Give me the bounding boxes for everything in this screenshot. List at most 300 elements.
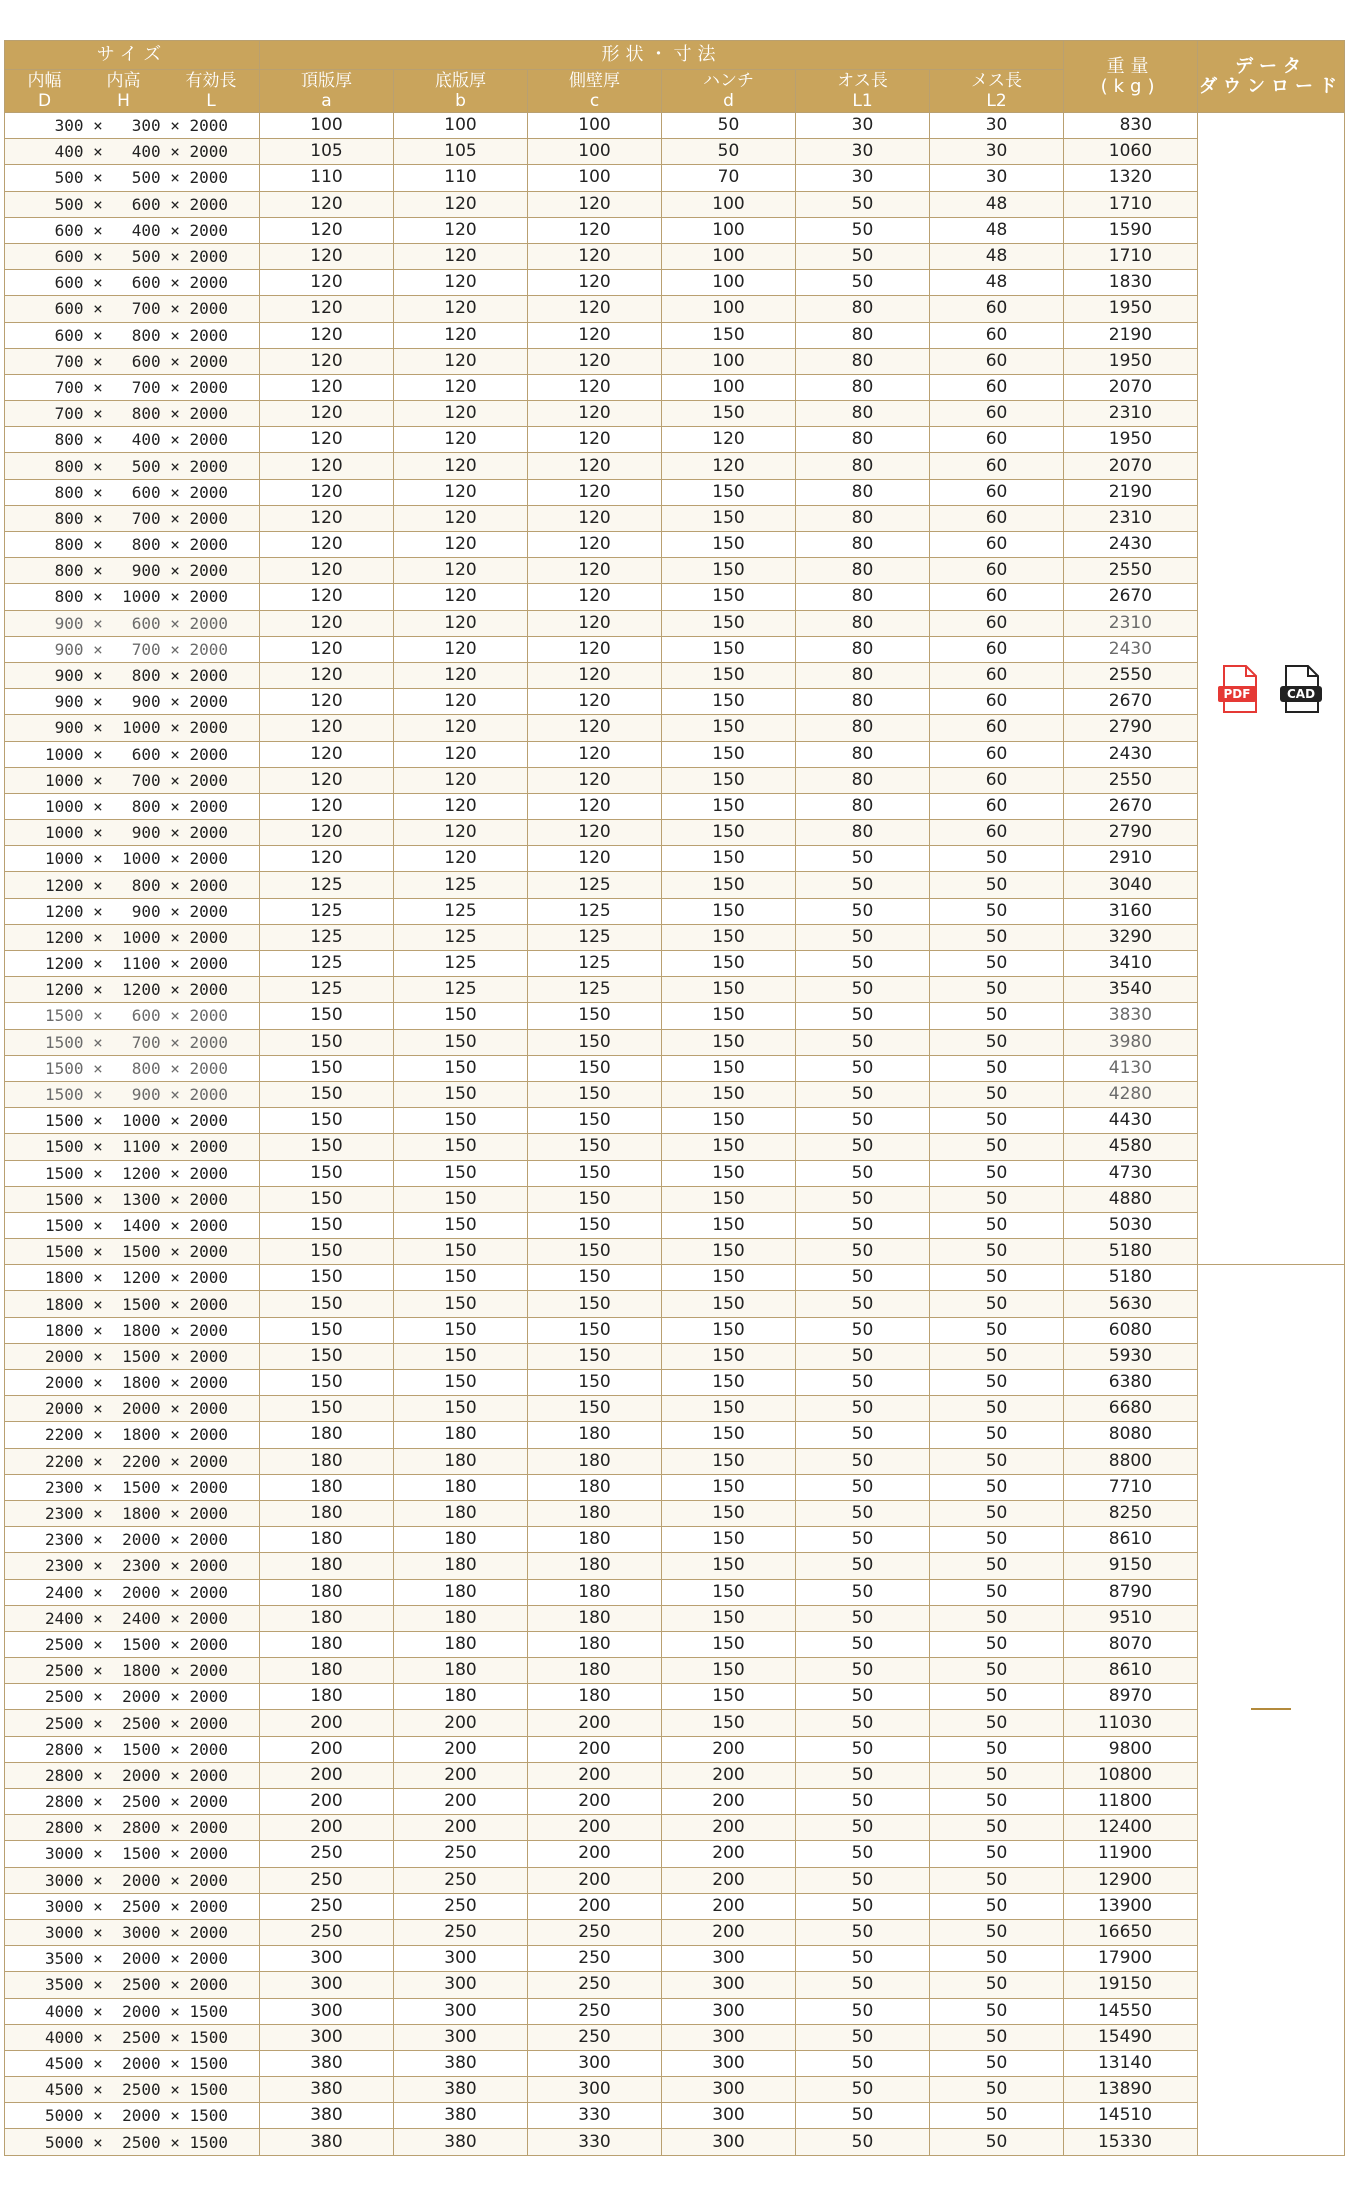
cell-a: 180	[260, 1631, 394, 1657]
cell-d: 150	[662, 951, 796, 977]
cell-a: 120	[260, 401, 394, 427]
cell-b: 300	[394, 1998, 528, 2024]
table-row	[5, 1631, 1345, 1657]
cell-l1: 80	[796, 322, 930, 348]
cell-weight: 5180	[1064, 1265, 1198, 1291]
cell-l2: 50	[930, 1998, 1064, 2024]
cell-b: 120	[394, 636, 528, 662]
cell-l1: 50	[796, 1396, 930, 1422]
table-row	[5, 1972, 1345, 1998]
cell-a: 120	[260, 427, 394, 453]
table-row	[5, 1422, 1345, 1448]
cell-l1: 80	[796, 505, 930, 531]
size-value: 600 × 400 × 2000	[45, 220, 229, 240]
size-value: 1500 × 600 × 2000	[45, 1006, 229, 1026]
table-row	[5, 2050, 1345, 2076]
cell-c: 150	[528, 1160, 662, 1186]
cell-d: 100	[662, 374, 796, 400]
cell-l2: 50	[930, 1841, 1064, 1867]
cell-d: 150	[662, 558, 796, 584]
table-row	[5, 1762, 1345, 1788]
cell-c: 330	[528, 2129, 662, 2155]
cell-l2: 60	[930, 427, 1064, 453]
cell-d: 100	[662, 217, 796, 243]
table-row	[5, 924, 1345, 950]
cell-l2: 50	[930, 1946, 1064, 1972]
table-row	[5, 532, 1345, 558]
cell-b: 180	[394, 1658, 528, 1684]
cell-c: 180	[528, 1500, 662, 1526]
cell-a: 250	[260, 1867, 394, 1893]
table-row	[5, 820, 1345, 846]
cell-l2: 50	[930, 898, 1064, 924]
cell-b: 150	[394, 1003, 528, 1029]
cell-a: 150	[260, 1396, 394, 1422]
cell-c: 150	[528, 1108, 662, 1134]
cell-c: 120	[528, 322, 662, 348]
download-icons	[1198, 664, 1344, 714]
cell-l2: 50	[930, 1108, 1064, 1134]
cell-weight: 2190	[1064, 479, 1198, 505]
svg-text:PDF: PDF	[1223, 686, 1251, 701]
cell-a: 150	[260, 1265, 394, 1291]
cell-a: 300	[260, 1998, 394, 2024]
cell-d: 150	[662, 846, 796, 872]
cell-weight: 4430	[1064, 1108, 1198, 1134]
cell-a: 125	[260, 924, 394, 950]
size-value: 2500 × 2000 × 2000	[45, 1687, 229, 1707]
size-value: 1500 × 700 × 2000	[45, 1032, 229, 1052]
size-value: 700 × 600 × 2000	[45, 351, 229, 371]
cell-l2: 60	[930, 296, 1064, 322]
cell-l1: 80	[796, 689, 930, 715]
size-cell	[5, 1946, 260, 1972]
cell-weight: 11900	[1064, 1841, 1198, 1867]
cell-d: 150	[662, 1239, 796, 1265]
cell-d: 120	[662, 427, 796, 453]
cell-l2: 50	[930, 872, 1064, 898]
cell-a: 120	[260, 820, 394, 846]
cell-a: 200	[260, 1815, 394, 1841]
cell-weight: 9510	[1064, 1605, 1198, 1631]
cell-l2: 60	[930, 610, 1064, 636]
cell-b: 300	[394, 1972, 528, 1998]
weight-label: 重量	[1106, 55, 1155, 77]
cell-d: 150	[662, 401, 796, 427]
cell-c: 120	[528, 348, 662, 374]
cell-d: 150	[662, 479, 796, 505]
size-value: 1200 × 900 × 2000	[45, 901, 229, 921]
table-row	[5, 165, 1345, 191]
size-value: 4000 × 2000 × 1500	[45, 2001, 229, 2021]
size-cell	[5, 1422, 260, 1448]
cell-d: 150	[662, 1684, 796, 1710]
cell-d: 70	[662, 165, 796, 191]
table-row	[5, 1684, 1345, 1710]
table-row	[5, 1134, 1345, 1160]
cell-d: 150	[662, 584, 796, 610]
size-cell	[5, 374, 260, 400]
cell-weight: 13140	[1064, 2050, 1198, 2076]
cell-a: 120	[260, 217, 394, 243]
cell-c: 120	[528, 741, 662, 767]
pdf-download-icon[interactable]	[1218, 664, 1262, 714]
size-value: 600 × 700 × 2000	[45, 299, 229, 319]
size-cell	[5, 401, 260, 427]
size-cell	[5, 1841, 260, 1867]
cell-b: 200	[394, 1789, 528, 1815]
cell-a: 180	[260, 1422, 394, 1448]
cell-weight: 12400	[1064, 1815, 1198, 1841]
table-row	[5, 348, 1345, 374]
cell-weight: 1950	[1064, 348, 1198, 374]
table-row	[5, 977, 1345, 1003]
size-value: 2800 × 2800 × 2000	[45, 1818, 229, 1838]
col-header-l1: オス長 L1	[796, 70, 930, 113]
cell-l1: 50	[796, 1919, 930, 1945]
cell-b: 120	[394, 374, 528, 400]
cell-b: 120	[394, 558, 528, 584]
cell-b: 150	[394, 1134, 528, 1160]
size-value: 1200 × 1100 × 2000	[45, 954, 229, 974]
table-row	[5, 1946, 1345, 1972]
size-cell	[5, 1998, 260, 2024]
cell-l2: 50	[930, 1291, 1064, 1317]
cell-weight: 5030	[1064, 1212, 1198, 1238]
cell-c: 125	[528, 924, 662, 950]
size-value: 1500 × 1300 × 2000	[45, 1189, 229, 1209]
cell-b: 125	[394, 951, 528, 977]
size-cell	[5, 1972, 260, 1998]
cell-d: 300	[662, 2103, 796, 2129]
size-value: 3000 × 3000 × 2000	[45, 1923, 229, 1943]
cell-b: 300	[394, 1946, 528, 1972]
cell-l1: 50	[796, 1972, 930, 1998]
cell-l2: 50	[930, 1684, 1064, 1710]
cell-weight: 3290	[1064, 924, 1198, 950]
cell-l2: 30	[930, 139, 1064, 165]
cell-l2: 60	[930, 584, 1064, 610]
cell-c: 120	[528, 270, 662, 296]
cell-l2: 50	[930, 1055, 1064, 1081]
cell-l2: 48	[930, 243, 1064, 269]
cell-c: 180	[528, 1474, 662, 1500]
table-row	[5, 296, 1345, 322]
cell-c: 200	[528, 1815, 662, 1841]
cell-b: 180	[394, 1631, 528, 1657]
cell-d: 150	[662, 1212, 796, 1238]
cell-weight: 830	[1064, 113, 1198, 139]
cell-c: 180	[528, 1422, 662, 1448]
cell-a: 150	[260, 1160, 394, 1186]
cell-weight: 1320	[1064, 165, 1198, 191]
spec-table-body	[5, 113, 1345, 2156]
cell-d: 150	[662, 1081, 796, 1107]
cell-weight: 2310	[1064, 401, 1198, 427]
cell-a: 150	[260, 1186, 394, 1212]
size-value: 2200 × 2200 × 2000	[45, 1451, 229, 1471]
cell-b: 125	[394, 924, 528, 950]
cell-d: 200	[662, 1919, 796, 1945]
cell-c: 180	[528, 1527, 662, 1553]
table-row	[5, 479, 1345, 505]
cell-b: 120	[394, 532, 528, 558]
cell-c: 200	[528, 1893, 662, 1919]
cell-weight: 2670	[1064, 793, 1198, 819]
table-row	[5, 662, 1345, 688]
size-value: 3000 × 1500 × 2000	[45, 1844, 229, 1864]
cell-d: 120	[662, 453, 796, 479]
cell-b: 200	[394, 1815, 528, 1841]
cell-l1: 30	[796, 165, 930, 191]
cell-l1: 80	[796, 741, 930, 767]
cell-b: 110	[394, 165, 528, 191]
cell-d: 150	[662, 1160, 796, 1186]
size-cell	[5, 1186, 260, 1212]
cell-weight: 7710	[1064, 1474, 1198, 1500]
cell-l1: 50	[796, 1003, 930, 1029]
cell-l1: 30	[796, 139, 930, 165]
cell-l2: 60	[930, 715, 1064, 741]
cell-a: 120	[260, 270, 394, 296]
cell-l1: 80	[796, 296, 930, 322]
cell-b: 180	[394, 1474, 528, 1500]
size-cell	[5, 1919, 260, 1945]
cell-l2: 50	[930, 1527, 1064, 1553]
cell-l2: 50	[930, 977, 1064, 1003]
size-cell	[5, 2103, 260, 2129]
cell-d: 300	[662, 2129, 796, 2155]
cell-c: 200	[528, 1841, 662, 1867]
cell-a: 100	[260, 113, 394, 139]
size-cell	[5, 898, 260, 924]
cell-weight: 15330	[1064, 2129, 1198, 2155]
cell-l1: 50	[796, 1841, 930, 1867]
cell-b: 180	[394, 1527, 528, 1553]
cell-c: 150	[528, 1396, 662, 1422]
cell-b: 250	[394, 1841, 528, 1867]
cell-a: 120	[260, 767, 394, 793]
table-row	[5, 951, 1345, 977]
cell-b: 120	[394, 296, 528, 322]
cell-weight: 1590	[1064, 217, 1198, 243]
cell-c: 150	[528, 1134, 662, 1160]
cell-c: 300	[528, 2050, 662, 2076]
cell-d: 150	[662, 1710, 796, 1736]
cell-b: 120	[394, 401, 528, 427]
cell-l2: 50	[930, 2129, 1064, 2155]
table-row	[5, 1605, 1345, 1631]
cell-b: 150	[394, 1317, 528, 1343]
cell-l2: 60	[930, 767, 1064, 793]
cell-c: 125	[528, 951, 662, 977]
cell-c: 150	[528, 1186, 662, 1212]
cell-l2: 50	[930, 1396, 1064, 1422]
size-value: 1500 × 900 × 2000	[45, 1085, 229, 1105]
size-cell	[5, 348, 260, 374]
cell-weight: 8800	[1064, 1448, 1198, 1474]
size-value: 3000 × 2500 × 2000	[45, 1896, 229, 1916]
size-value: 1800 × 1500 × 2000	[45, 1294, 229, 1314]
cell-weight: 2310	[1064, 610, 1198, 636]
cell-l2: 60	[930, 374, 1064, 400]
cell-d: 100	[662, 243, 796, 269]
cell-l1: 50	[796, 1317, 930, 1343]
cell-d: 200	[662, 1815, 796, 1841]
cell-l1: 80	[796, 453, 930, 479]
cell-weight: 11030	[1064, 1710, 1198, 1736]
cell-a: 150	[260, 1134, 394, 1160]
size-value: 1200 × 1200 × 2000	[45, 980, 229, 1000]
size-value: 300 × 300 × 2000	[45, 116, 229, 136]
cell-c: 150	[528, 1291, 662, 1317]
cell-c: 150	[528, 1029, 662, 1055]
size-value: 1800 × 1200 × 2000	[45, 1268, 229, 1288]
size-value: 2300 × 2300 × 2000	[45, 1556, 229, 1576]
size-cell	[5, 2050, 260, 2076]
cell-c: 125	[528, 977, 662, 1003]
table-row	[5, 610, 1345, 636]
cell-l1: 50	[796, 1239, 930, 1265]
cell-l1: 50	[796, 977, 930, 1003]
cell-weight: 2070	[1064, 453, 1198, 479]
cell-d: 150	[662, 1474, 796, 1500]
cell-l1: 50	[796, 1736, 930, 1762]
cell-d: 300	[662, 1998, 796, 2024]
size-cell	[5, 1710, 260, 1736]
cell-weight: 3540	[1064, 977, 1198, 1003]
size-value: 500 × 600 × 2000	[45, 194, 229, 214]
size-col-h: 内高 H	[106, 71, 141, 111]
cell-l1: 80	[796, 767, 930, 793]
size-cell	[5, 1500, 260, 1526]
cell-d: 150	[662, 1265, 796, 1291]
cell-l1: 50	[796, 1448, 930, 1474]
size-value: 5000 × 2500 × 1500	[45, 2132, 229, 2152]
table-row	[5, 1003, 1345, 1029]
size-cell	[5, 1317, 260, 1343]
cell-a: 180	[260, 1553, 394, 1579]
table-row	[5, 558, 1345, 584]
col-header-d: ハンチ d	[662, 70, 796, 113]
cell-l2: 60	[930, 453, 1064, 479]
cell-weight: 1950	[1064, 427, 1198, 453]
size-cell	[5, 610, 260, 636]
size-value: 5000 × 2000 × 1500	[45, 2106, 229, 2126]
cell-weight: 5180	[1064, 1239, 1198, 1265]
cell-b: 380	[394, 2103, 528, 2129]
cell-b: 300	[394, 2024, 528, 2050]
size-value: 1000 × 900 × 2000	[45, 823, 229, 843]
cell-d: 200	[662, 1789, 796, 1815]
cell-b: 150	[394, 1081, 528, 1107]
size-cell	[5, 846, 260, 872]
cad-download-icon[interactable]	[1280, 664, 1324, 714]
cell-l1: 50	[796, 2129, 930, 2155]
cell-c: 120	[528, 296, 662, 322]
size-cell	[5, 1055, 260, 1081]
cell-weight: 9800	[1064, 1736, 1198, 1762]
cell-d: 150	[662, 924, 796, 950]
cell-a: 120	[260, 846, 394, 872]
cell-l1: 50	[796, 1527, 930, 1553]
cell-d: 150	[662, 898, 796, 924]
size-value: 600 × 800 × 2000	[45, 325, 229, 345]
cell-l2: 50	[930, 1134, 1064, 1160]
cell-d: 200	[662, 1893, 796, 1919]
size-value: 2800 × 2000 × 2000	[45, 1765, 229, 1785]
size-value: 1000 × 1000 × 2000	[45, 849, 229, 869]
size-value: 1500 × 1200 × 2000	[45, 1163, 229, 1183]
size-value: 1000 × 800 × 2000	[45, 796, 229, 816]
cell-weight: 1950	[1064, 296, 1198, 322]
cell-l2: 50	[930, 1003, 1064, 1029]
cell-l2: 50	[930, 1972, 1064, 1998]
table-row	[5, 1291, 1345, 1317]
size-value: 900 × 800 × 2000	[45, 666, 229, 686]
table-row	[5, 1370, 1345, 1396]
cell-l1: 80	[796, 558, 930, 584]
cell-d: 300	[662, 2024, 796, 2050]
cell-c: 180	[528, 1684, 662, 1710]
cell-c: 120	[528, 453, 662, 479]
cell-b: 250	[394, 1893, 528, 1919]
cell-a: 120	[260, 715, 394, 741]
cell-d: 300	[662, 1972, 796, 1998]
size-cell	[5, 872, 260, 898]
cell-l2: 50	[930, 1631, 1064, 1657]
cell-l2: 50	[930, 1658, 1064, 1684]
cell-a: 250	[260, 1841, 394, 1867]
cell-l1: 50	[796, 243, 930, 269]
cell-d: 150	[662, 1029, 796, 1055]
cell-weight: 2670	[1064, 584, 1198, 610]
size-cell	[5, 1212, 260, 1238]
cell-a: 120	[260, 741, 394, 767]
cell-c: 150	[528, 1055, 662, 1081]
cell-d: 150	[662, 1108, 796, 1134]
cell-l2: 50	[930, 1736, 1064, 1762]
cell-weight: 2670	[1064, 689, 1198, 715]
cell-l2: 50	[930, 1474, 1064, 1500]
size-cell	[5, 165, 260, 191]
table-row	[5, 1553, 1345, 1579]
size-cell	[5, 1762, 260, 1788]
cell-c: 150	[528, 1081, 662, 1107]
cell-l2: 50	[930, 1867, 1064, 1893]
cell-l2: 50	[930, 1160, 1064, 1186]
cell-d: 100	[662, 270, 796, 296]
size-value: 700 × 800 × 2000	[45, 404, 229, 424]
col-header-c: 側壁厚 c	[528, 70, 662, 113]
size-value: 600 × 600 × 2000	[45, 273, 229, 293]
cell-l1: 80	[796, 532, 930, 558]
table-row	[5, 584, 1345, 610]
cell-l1: 50	[796, 1893, 930, 1919]
cell-l1: 50	[796, 2103, 930, 2129]
table-row	[5, 2103, 1345, 2129]
size-cell	[5, 322, 260, 348]
cell-a: 120	[260, 479, 394, 505]
cell-weight: 17900	[1064, 1946, 1198, 1972]
size-value: 800 × 700 × 2000	[45, 508, 229, 528]
size-value: 1200 × 1000 × 2000	[45, 927, 229, 947]
cell-weight: 3410	[1064, 951, 1198, 977]
cell-weight: 1710	[1064, 243, 1198, 269]
cell-b: 180	[394, 1553, 528, 1579]
size-value: 4000 × 2500 × 1500	[45, 2027, 229, 2047]
cell-d: 200	[662, 1841, 796, 1867]
